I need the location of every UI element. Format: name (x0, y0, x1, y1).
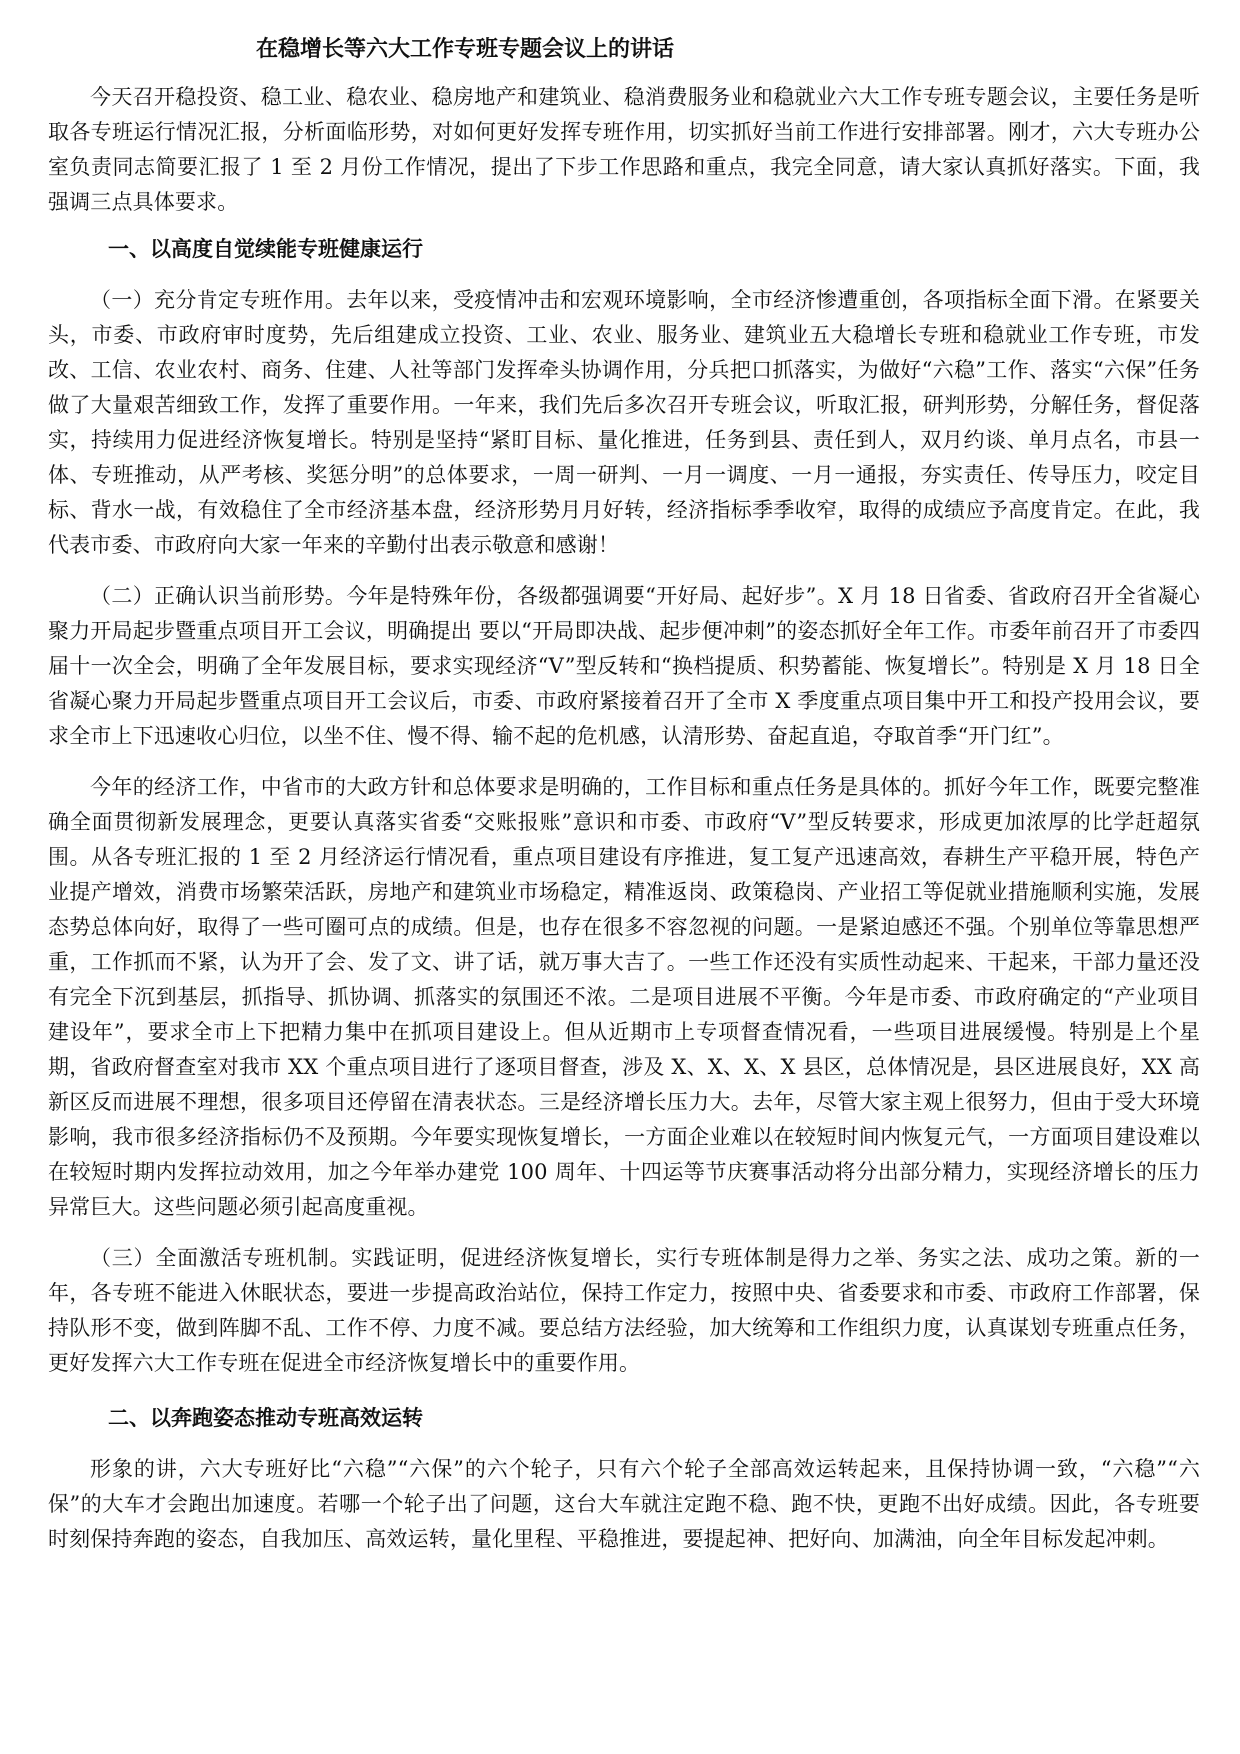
document-title: 在稳增长等六大工作专班专题会议上的讲话 (256, 37, 675, 62)
section-1-paragraph-3: 今年的经济工作，中省市的大政方针和总体要求是明确的，工作目标和重点任务是具体的。抓好今年工作，既要完整准确全面贯彻新发展理念，更要认真落实省委“交账报账”意识和市委、市政府“V”型反转要求，形成更加浓厚的比学赶超氛围。从各专班汇报的 1 至 2 月经济运行情况看，重点项目建设有序推进，复工复产迅速高效，春耕生产平稳开展，特色产业提产增效，消费市场繁荣活跃，房地产和建筑业市场稳定，精准返岗、政策稳岗、产业招工等促就业措施顺利实施，发展态势总体向好，取得了一些可圈可点的成绩。但是，也存在很多不容忽视的问题。一是紧迫感还不强。个别单位等靠思想严重，工作抓而不紧，认为开了会、发了文、讲了话，就万事大吉了。一些工作还没有实质性动起来、干起来，干部力量还没有完全下沉到基层，抓指导、抓协调、抓落实的氛围还不浓。二是项目进展不平衡。今年是市委、市政府确定的“产业项目建设年”，要求全市上下把精力集中在抓项目建设上。但从近期市上专项督查情况看，一些项目进展缓慢。特别是上个星期，省政府督查室对我市 XX 个重点项目进行了逐项目督查，涉及 X、X、X、X 县区，总体情况是，县区进展良好，XX 高新区反而进展不理想，很多项目还停留在清表状态。三是经济增长压力大。去年，尽管大家主观上很努力，但由于受大环境影响，我市很多经济指标仍不及预期。今年要实现恢复增长，一方面企业难以在较短时间内恢复元气，一方面项目建设难以在较短时期内发挥拉动效用，加之今年举办建党 100 周年、十四运等节庆赛事活动将分出部分精力，实现经济增长的压力异常巨大。这些问题必须引起高度重视。 (48, 775, 1200, 1219)
section-2-heading: 二、以奔跑姿态推动专班高效运转 (108, 1406, 423, 1430)
section-2-paragraph-1: 形象的讲，六大专班好比“六稳”“六保”的六个轮子，只有六个轮子全部高效运转起来，且保持协调一致，“六稳”“六保”的大车才会跑出加速度。若哪一个轮子出了问题，这台大车就注定跑不稳、跑不快，更跑不出好成绩。因此，各专班要时刻保持奔跑的姿态，自我加压、高效运转，量化里程、平稳推进，要提起神、把好向、加满油，向全年目标发起冲刺。 (48, 1457, 1200, 1551)
spacer (48, 1225, 1200, 1241)
spacer (48, 563, 1200, 579)
section-1-heading: 一、以高度自觉续能专班健康运行 (108, 237, 423, 261)
spacer (48, 220, 1200, 232)
spacer (48, 1436, 1200, 1452)
intro-paragraph: 今天召开稳投资、稳工业、稳农业、稳房地产和建筑业、稳消费服务业和稳就业六大工作专班专题会议，主要任务是听取各专班运行情况汇报，分析面临形势，对如何更好发挥专班作用，切实抓好当前工作进行安排部署。刚才，六大专班办公室负责同志简要汇报了 1 至 2 月份工作情况，提出了下步工作思路和重点，我完全同意，请大家认真抓好落实。下面，我强调三点具体要求。 (48, 85, 1200, 214)
spacer (48, 1381, 1200, 1401)
section-1-paragraph-4: （三）全面激活专班机制。实践证明，促进经济恢复增长，实行专班体制是得力之举、务实之法、成功之策。新的一年，各专班不能进入休眠状态，要进一步提高政治站位，保持工作定力，按照中央、省委要求和市委、市政府工作部署，保持队形不变，做到阵脚不乱、工作不停、力度不减。要总结方法经验，加大统筹和工作组织力度，认真谋划专班重点任务，更好发挥六大工作专班在促进全市经济恢复增长中的重要作用。 (48, 1246, 1200, 1375)
spacer (48, 754, 1200, 770)
section-1-paragraph-2: （二）正确认识当前形势。今年是特殊年份，各级都强调要“开好局、起好步”。X 月 18 日省委、省政府召开全省凝心聚力开局起步暨重点项目开工会议，明确提出 要以“开局即决战、起步便冲刺”的姿态抓好全年工作。市委年前召开了市委四届十一次全会，明确了全年发展目标，要求实现经济“V”型反转和“换档提质、积势蓄能、恢复增长”。特别是 X 月 18 日全省凝心聚力开局起步暨重点项目开工会议后，市委、市政府紧接着召开了全市 X 季度重点项目集中开工和投产投用会议，要求全市上下迅速收心归位，以坐不住、慢不得、输不起的危机感，认清形势、奋起直追，夺取首季“开门红”。 (48, 584, 1200, 748)
spacer (48, 267, 1200, 283)
section-1-paragraph-1: （一）充分肯定专班作用。去年以来，受疫情冲击和宏观环境影响，全市经济惨遭重创，各项指标全面下滑。在紧要关头，市委、市政府审时度势，先后组建成立投资、工业、农业、服务业、建筑业五大稳增长专班和稳就业工作专班，市发改、工信、农业农村、商务、住建、人社等部门发挥牵头协调作用，分兵把口抓落实，为做好“六稳”工作、落实“六保”任务做了大量艰苦细致工作，发挥了重要作用。一年来，我们先后多次召开专班会议，听取汇报，研判形势，分解任务，督促落实，持续用力促进经济恢复增长。特别是坚持“紧盯目标、量化推进，任务到县、责任到人，双月约谈、单月点名，市县一体、专班推动，从严考核、奖惩分明”的总体要求，一周一研判、一月一调度、一月一通报，夯实责任、传导压力，咬定目标、背水一战，有效稳住了全市经济基本盘，经济形势月月好转，经济指标季季收窄，取得的成绩应予高度肯定。在此，我代表市委、市政府向大家一年来的辛勤付出表示敬意和感谢！ (48, 288, 1200, 557)
